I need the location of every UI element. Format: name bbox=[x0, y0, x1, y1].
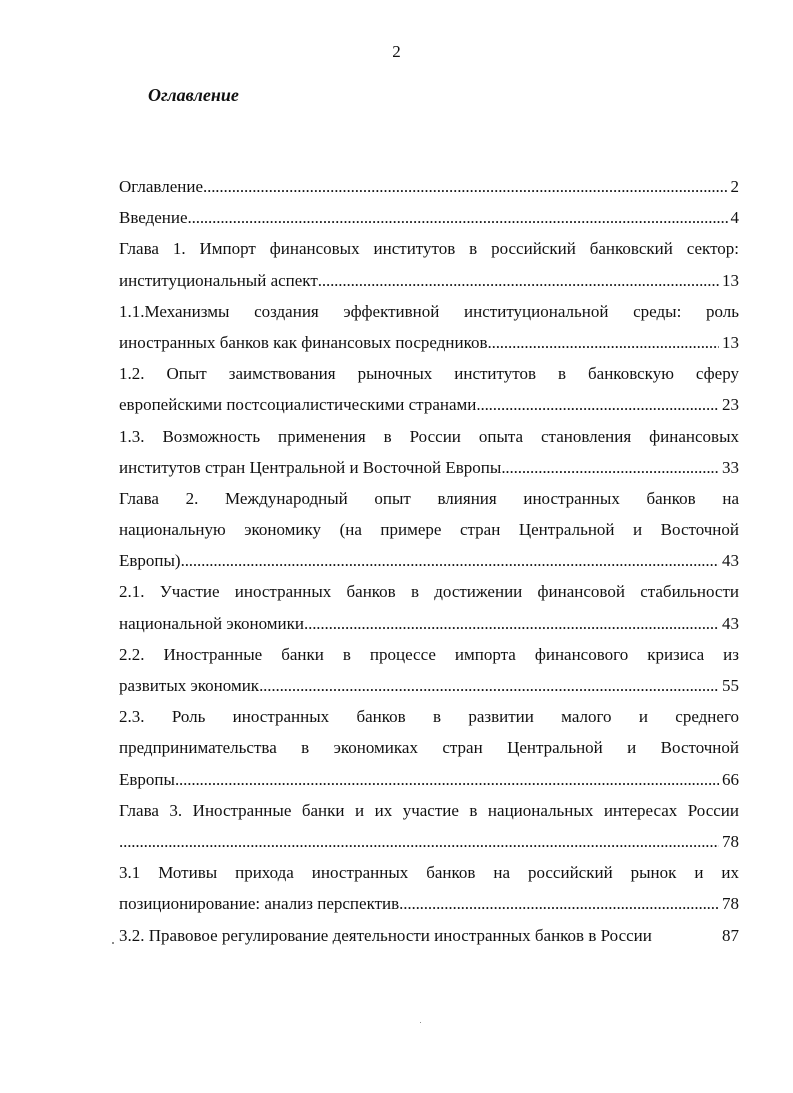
toc-entry[interactable] bbox=[119, 857, 739, 919]
toc-entry-text: 2.2. Иностранные банки в процессе импорта финансового кризиса из bbox=[119, 644, 739, 664]
toc-page-number: 2 bbox=[730, 177, 739, 196]
toc-entry-text: Глава 2. Международный опыт влияния иностранных банков на bbox=[119, 488, 739, 508]
dot-leader bbox=[203, 171, 728, 202]
toc-entry[interactable] bbox=[119, 576, 739, 638]
toc-entry-text: Европы bbox=[119, 769, 175, 789]
page-number: 2 bbox=[392, 42, 401, 61]
toc-page-number: 78 bbox=[722, 831, 739, 851]
toc-entry-text: 1.2. Опыт заимствования рыночных институтов в банковскую сферу bbox=[119, 364, 739, 384]
toc-entry-text: 2.1. Участие иностранных банков в достижении финансовой стабильности bbox=[119, 582, 739, 602]
toc-entry[interactable] bbox=[119, 358, 739, 420]
toc-page-number: 43 bbox=[722, 551, 739, 571]
toc-entry-text: 3.2. Правовое регулирование деятельности иностранных банков в России bbox=[119, 925, 652, 945]
toc-entry-text: развитых экономик bbox=[119, 676, 260, 695]
toc-entry[interactable] bbox=[119, 920, 739, 951]
toc-heading: Оглавление bbox=[148, 85, 239, 105]
toc-entry-text: Оглавление bbox=[119, 177, 203, 196]
toc-entry-text: Введение bbox=[119, 208, 188, 228]
toc-page-number: 66 bbox=[722, 769, 739, 789]
toc-entry-text: 1.3. Возможность применения в России опыта становления финансовых bbox=[119, 426, 739, 446]
toc-page-number: 23 bbox=[722, 395, 739, 415]
dot-leader bbox=[188, 202, 728, 233]
dot-leader bbox=[181, 545, 719, 576]
scan-speck bbox=[112, 942, 114, 944]
toc-entry[interactable] bbox=[119, 639, 739, 701]
toc-entry-text: институциональный аспект bbox=[119, 270, 318, 290]
toc-entry[interactable] bbox=[119, 233, 739, 295]
toc-page-number: 78 bbox=[722, 894, 739, 914]
dot-leader bbox=[488, 327, 720, 358]
toc-entry-text: институтов стран Центральной и Восточной Европы bbox=[119, 457, 502, 477]
toc-page-number: 87 bbox=[722, 925, 739, 945]
toc-page-number: 43 bbox=[722, 613, 739, 633]
toc-page-number: 33 bbox=[722, 457, 739, 477]
toc-entry[interactable] bbox=[119, 171, 739, 202]
toc-entry-text: Глава 1. Импорт финансовых институтов в российский банковский сектор: bbox=[119, 239, 739, 259]
toc-entry[interactable] bbox=[119, 483, 739, 577]
toc-entry-text: 3.1 Мотивы прихода иностранных банков на российский рынок и их bbox=[119, 863, 739, 883]
toc-entry-text: предпринимательства в экономиках стран Центральной и Восточной bbox=[119, 738, 739, 758]
toc-entry-text: позиционирование: анализ перспектив bbox=[119, 894, 400, 914]
toc-entry-text: 2.3. Роль иностранных банков в развитии малого и среднего bbox=[119, 707, 739, 727]
toc-entry[interactable] bbox=[119, 421, 739, 483]
toc-entry-text: европейскими постсоциалистическими странами bbox=[119, 395, 477, 415]
dot-leader bbox=[399, 888, 719, 919]
toc-entry-text: 1.1.Механизмы создания эффективной институциональной среды: роль bbox=[119, 301, 739, 321]
dot-leader bbox=[175, 764, 719, 795]
toc-entry[interactable] bbox=[119, 795, 739, 857]
toc-entry[interactable] bbox=[119, 296, 739, 358]
table-of-contents bbox=[119, 171, 739, 951]
toc-page-number: 55 bbox=[722, 676, 739, 695]
dot-leader bbox=[501, 452, 719, 483]
toc-page-number: 4 bbox=[730, 208, 739, 228]
toc-entry-text: Глава 3. Иностранные банки и их участие в национальных интересах России bbox=[119, 800, 739, 820]
toc-page-number: 13 bbox=[722, 332, 739, 352]
toc-entry[interactable] bbox=[119, 202, 739, 233]
toc-entry[interactable] bbox=[119, 701, 739, 795]
scan-speck bbox=[420, 1022, 421, 1023]
dot-leader bbox=[259, 670, 719, 701]
toc-entry-text: иностранных банков как финансовых посредников bbox=[119, 332, 488, 352]
toc-page-number: 13 bbox=[722, 270, 739, 290]
dot-leader bbox=[476, 389, 719, 420]
dot-leader bbox=[318, 265, 719, 296]
toc-entry-text: Европы) bbox=[119, 551, 181, 571]
dot-leader bbox=[119, 826, 719, 857]
dot-leader bbox=[304, 608, 719, 639]
toc-entry-text: национальной экономики bbox=[119, 613, 304, 633]
toc-entry-text: национальную экономику (на примере стран Центральной и Восточной bbox=[119, 520, 739, 540]
